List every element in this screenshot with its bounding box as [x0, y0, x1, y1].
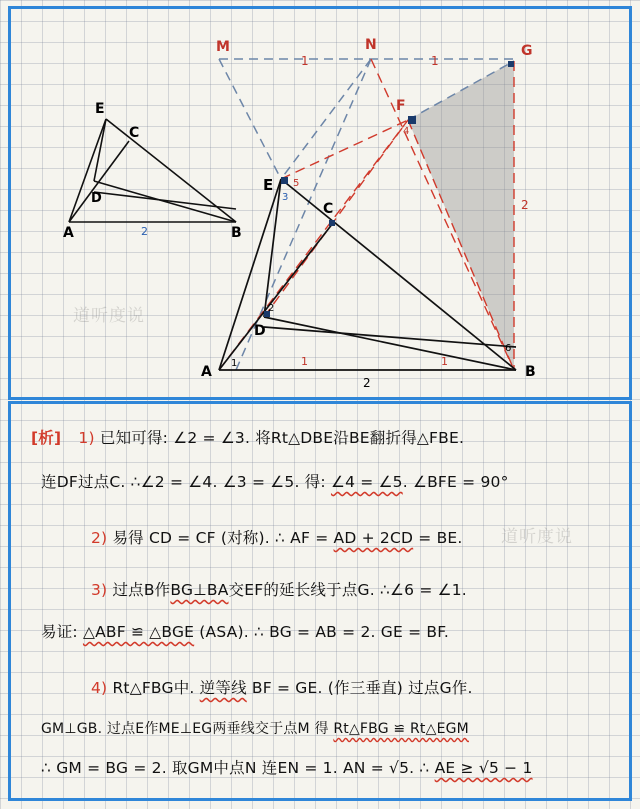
line-3-wavy: AD + 2CD	[333, 529, 414, 547]
angle-5: 5	[293, 178, 300, 189]
label-m: M	[216, 39, 230, 55]
watermark-bottom: 道听度说	[501, 527, 573, 547]
line-6-wavy: 逆等线	[199, 679, 247, 697]
small-label-d: D	[91, 191, 102, 206]
mark-ab-left: 1	[301, 355, 308, 368]
line-4-post: 交EF的延长线于点G. ∴∠6 = ∠1.	[228, 581, 467, 599]
label-g: G	[521, 43, 533, 59]
part-2-num: 2)	[91, 529, 108, 547]
mark-ab-right: 1	[441, 355, 448, 368]
line-6-post: BF = GE. (作三垂直) 过点G作.	[246, 679, 473, 697]
solution-line-6	[91, 676, 473, 698]
solution-line-2	[41, 470, 509, 492]
part-1-num: 1)	[78, 429, 95, 447]
geometry-figures	[11, 9, 629, 397]
line-4-wavy: BG⊥BA	[170, 581, 229, 599]
label-e: E	[263, 176, 274, 194]
line-5-pre: 易证:	[41, 623, 83, 641]
small-ab-length: 2	[141, 225, 148, 238]
solution-line-5	[41, 620, 449, 642]
line-2-post: . ∠BFE = 90°	[402, 473, 509, 491]
angle-4: 4	[403, 126, 410, 137]
part-1-text: 已知可得: ∠2 = ∠3. 将Rt△DBE沿BE翻折得△FBE.	[99, 429, 465, 447]
solution-line-1	[31, 426, 464, 448]
line-4-pre: 过点B作	[112, 581, 171, 599]
mark-ab: 2	[363, 376, 371, 390]
label-b: B	[525, 364, 536, 380]
label-n: N	[365, 37, 377, 53]
small-label-c: C	[129, 125, 140, 141]
figure-panel	[8, 6, 632, 400]
line-3-post: = BE.	[413, 529, 463, 547]
line-7-pre: GM⊥GB. 过点E作ME⊥EG两垂线交于点M 得	[41, 721, 334, 737]
small-label-b: B	[231, 225, 242, 241]
mark-ng: 1	[431, 54, 439, 68]
angle-3: 3	[282, 192, 289, 203]
angle-2: 2	[268, 303, 275, 314]
angle-1: 1	[231, 358, 238, 369]
line-2-pre: 连DF过点C. ∴∠2 = ∠4. ∠3 = ∠5. 得:	[41, 473, 331, 491]
line-8-wavy: AE ≥ √5 − 1	[434, 759, 533, 777]
line-3-pre: 易得 CD = CF (对称). ∴ AF =	[112, 529, 334, 547]
line-6-pre: Rt△FBG中.	[112, 679, 200, 697]
solution-tag: [析]	[31, 429, 62, 447]
label-c: C	[323, 201, 334, 217]
label-d: D	[254, 323, 266, 339]
angle-6: 6	[505, 343, 512, 354]
label-f: F	[396, 98, 406, 114]
mark-mn: 1	[301, 54, 309, 68]
part-4-num: 4)	[91, 679, 108, 697]
solution-line-3	[91, 526, 463, 548]
label-a: A	[201, 364, 212, 380]
mark-bg: 2	[521, 198, 529, 212]
line-5-wavy: △ABF ≌ △BGE	[82, 623, 195, 641]
line-2-wavy: ∠4 = ∠5	[330, 473, 403, 491]
small-label-a: A	[63, 225, 74, 241]
watermark-top: 道听度说	[73, 306, 145, 326]
part-3-num: 3)	[91, 581, 108, 599]
solution-panel	[8, 401, 632, 801]
line-8-pre: ∴ GM = BG = 2. 取GM中点N 连EN = 1. AN = √5. ∴	[41, 759, 435, 777]
line-5-post: (ASA). ∴ BG = AB = 2. GE = BF.	[194, 623, 449, 641]
solution-line-7	[41, 718, 469, 738]
small-figure	[69, 119, 236, 222]
line-7-wavy: Rt△FBG ≌ Rt△EGM	[333, 721, 469, 737]
small-label-e: E	[95, 101, 105, 117]
shaded-triangle	[408, 61, 514, 370]
solution-line-4	[91, 578, 467, 600]
solution-line-8	[41, 756, 533, 778]
